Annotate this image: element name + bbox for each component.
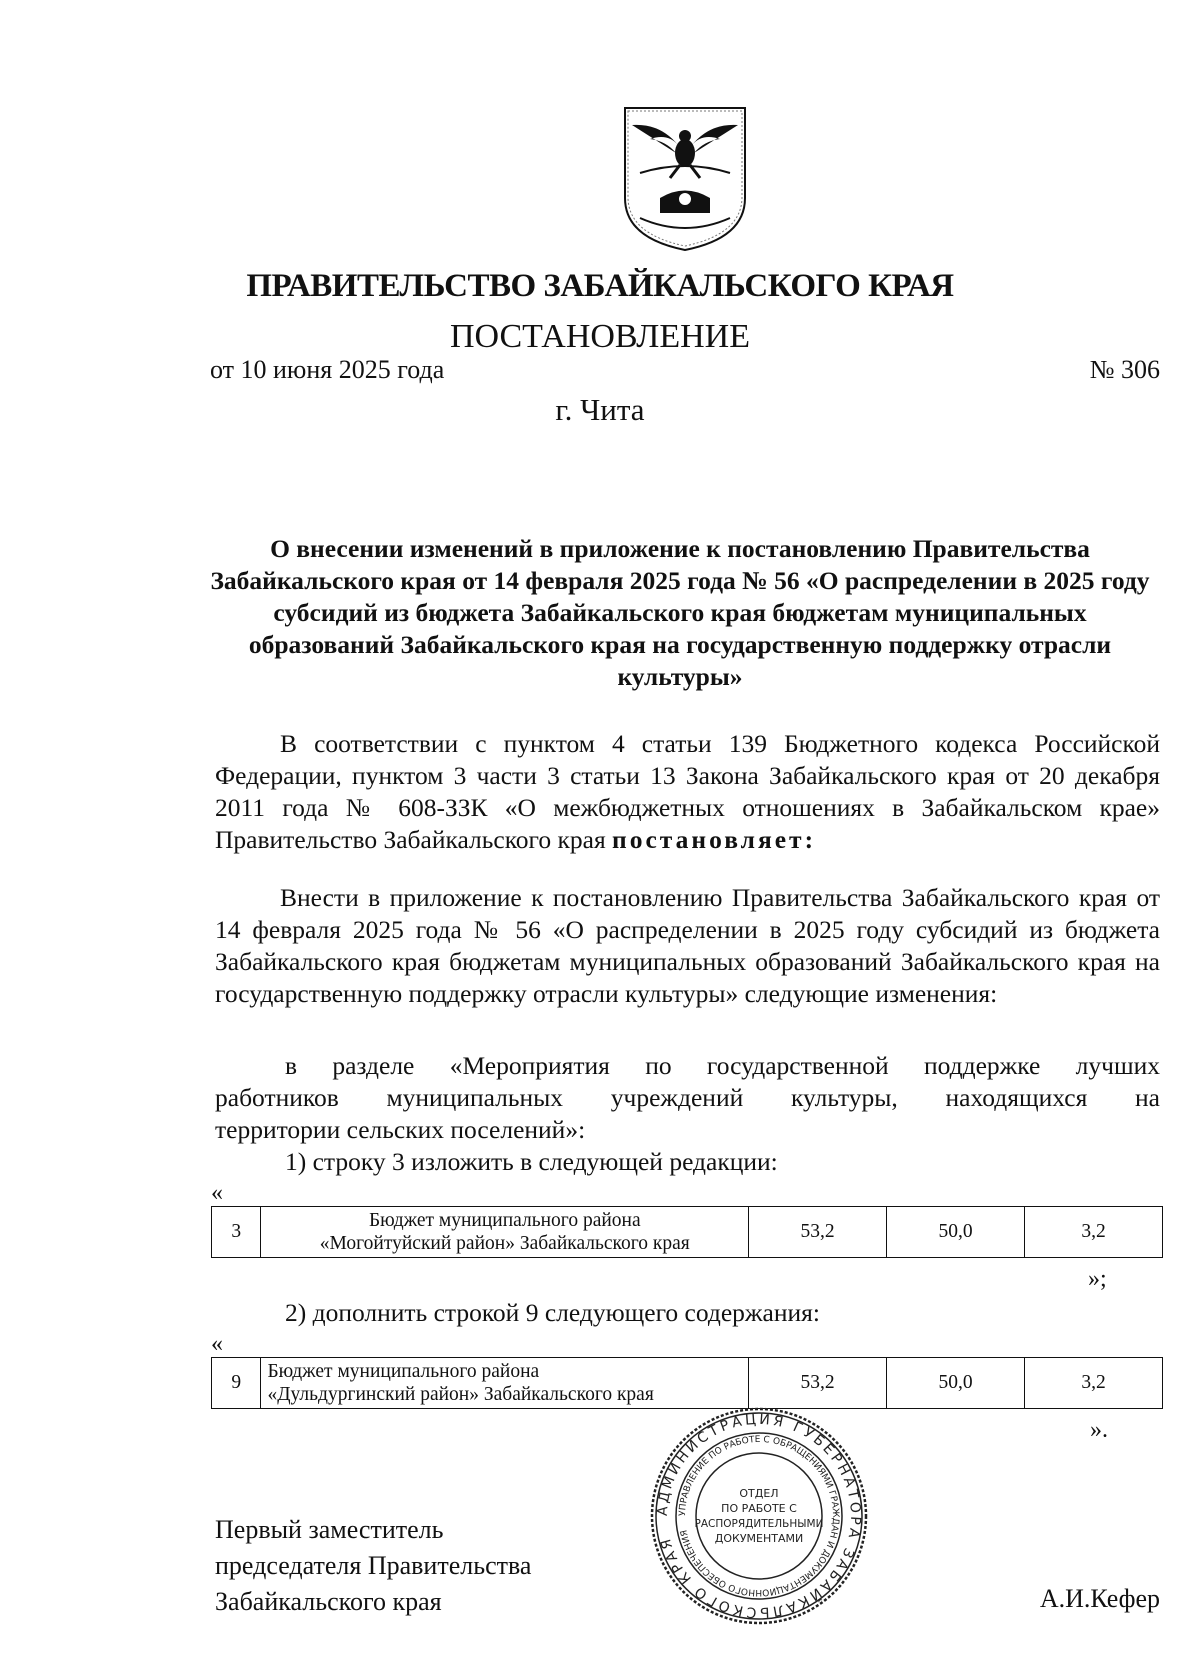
stamp-center-line-4: ДОКУМЕНТАМИ (714, 1532, 804, 1545)
signer-position-line-1: Первый заместитель (215, 1515, 444, 1544)
signer-position-line-2: председателя Правительства (215, 1551, 532, 1580)
row-9-number: 9 (212, 1358, 261, 1409)
table-row-9 (211, 1357, 1163, 1409)
paragraph-basis (215, 728, 1160, 856)
section-line-1: в разделе «Мероприятия по государственной поддержке лучших (285, 1051, 1160, 1080)
item-1-text: 1) строку 3 изложить в следующей редакции: (285, 1147, 778, 1176)
row-3-name-line-1: Бюджет муниципального района (368, 1210, 641, 1231)
coat-of-arms-emblem (620, 103, 750, 253)
row-3-regional: 50,0 (887, 1207, 1025, 1258)
item-2-text: 2) дополнить строкой 9 следующего содержания: (285, 1298, 820, 1327)
document-number: № 306 (1089, 355, 1160, 384)
signer-name: А.И.Кефер (1039, 1584, 1160, 1613)
row-3-name (261, 1207, 749, 1258)
row-9-total: 53,2 (749, 1358, 887, 1409)
quote-open-1: « (211, 1180, 223, 1206)
row-9-name-line-1: Бюджет муниципального района (267, 1361, 540, 1382)
row-3-name-line-2: «Могойтуйский район» Забайкальского края (319, 1233, 690, 1254)
row-3-federal: 3,2 (1025, 1207, 1163, 1258)
signer-position-line-3: Забайкальского края (215, 1587, 442, 1616)
document-subject: О внесении изменений в приложение к постановлению Правительства Забайкальского края от 14 февраля 2025 года № 56 «О распределении в 2025 году субсидий из бюджета Забайкальского края бюджетам муниципальных образований Забайкальского края на государственную поддержку отрасли культуры» (210, 534, 1150, 691)
paragraph-changes: Внести в приложение к постановлению Правительства Забайкальского края от 14 февраля 2025 года № 56 «О распределении в 2025 году субсидий из бюджета Забайкальского края бюджетам муниципальных образований Забайкальского края на государственную поддержку отрасли культуры» следующие изменения: (215, 883, 1160, 1008)
row-9-federal: 3,2 (1025, 1358, 1163, 1409)
stamp-center-line-3: РАСПОРЯДИТЕЛЬНЫМИ (694, 1518, 824, 1530)
quote-close-2: ». (1090, 1417, 1108, 1443)
table-row-3 (211, 1206, 1163, 1258)
section-line-2: работников муниципальных учреждений культуры, находящихся на (215, 1083, 1160, 1112)
row-3-number: 3 (212, 1207, 261, 1258)
stamp-middle-text: УПРАВЛЕНИЕ ПО РАБОТЕ С ОБРАЩЕНИЯМИ ГРАЖДАН И ДОКУМЕНТАЦИОННОГО ОБЕСПЕЧЕНИЯ (677, 1434, 841, 1598)
document-city: г. Чита (555, 392, 645, 427)
quote-open-2: « (211, 1331, 223, 1357)
document-type: ПОСТАНОВЛЕНИЕ (449, 318, 751, 355)
quote-close-1: »; (1088, 1266, 1107, 1292)
svg-text:УПРАВЛЕНИЕ ПО РАБОТЕ С ОБРАЩЕН (678, 1435, 840, 1597)
official-stamp (648, 1405, 870, 1627)
stamp-center-line-1: ОТДЕЛ (739, 1487, 779, 1500)
signer-position (215, 1512, 531, 1620)
row-9-name-line-2: «Дульдургинский район» Забайкальского края (267, 1384, 654, 1405)
paragraph-basis-text: В соответствии с пунктом 4 статьи 139 Бюджетного кодекса Российской Федерации, пунктом 3 части 3 статьи 13 Закона Забайкальского края от 20 декабря 2011 года № 608-ЗЗК «О межбюджетных отношениях в Забайкальском крае» Правительство Забайкальского края (215, 729, 1160, 854)
decree-keyword: постановляет: (612, 825, 817, 854)
section-line-3: территории сельских поселений»: (215, 1115, 586, 1144)
stamp-center-line-2: ПО РАБОТЕ С (721, 1502, 797, 1515)
stamp-outer-text: АДМИНИСТРАЦИЯ ГУБЕРНАТОРА ЗАБАЙКАЛЬСКОГО КРАЯ (654, 1411, 864, 1621)
row-3-total: 53,2 (749, 1207, 887, 1258)
row-9-regional: 50,0 (887, 1358, 1025, 1409)
row-9-name (261, 1358, 749, 1409)
document-date: от 10 июня 2025 года (210, 355, 445, 384)
organization-title: ПРАВИТЕЛЬСТВО ЗАБАЙКАЛЬСКОГО КРАЯ (246, 268, 954, 304)
